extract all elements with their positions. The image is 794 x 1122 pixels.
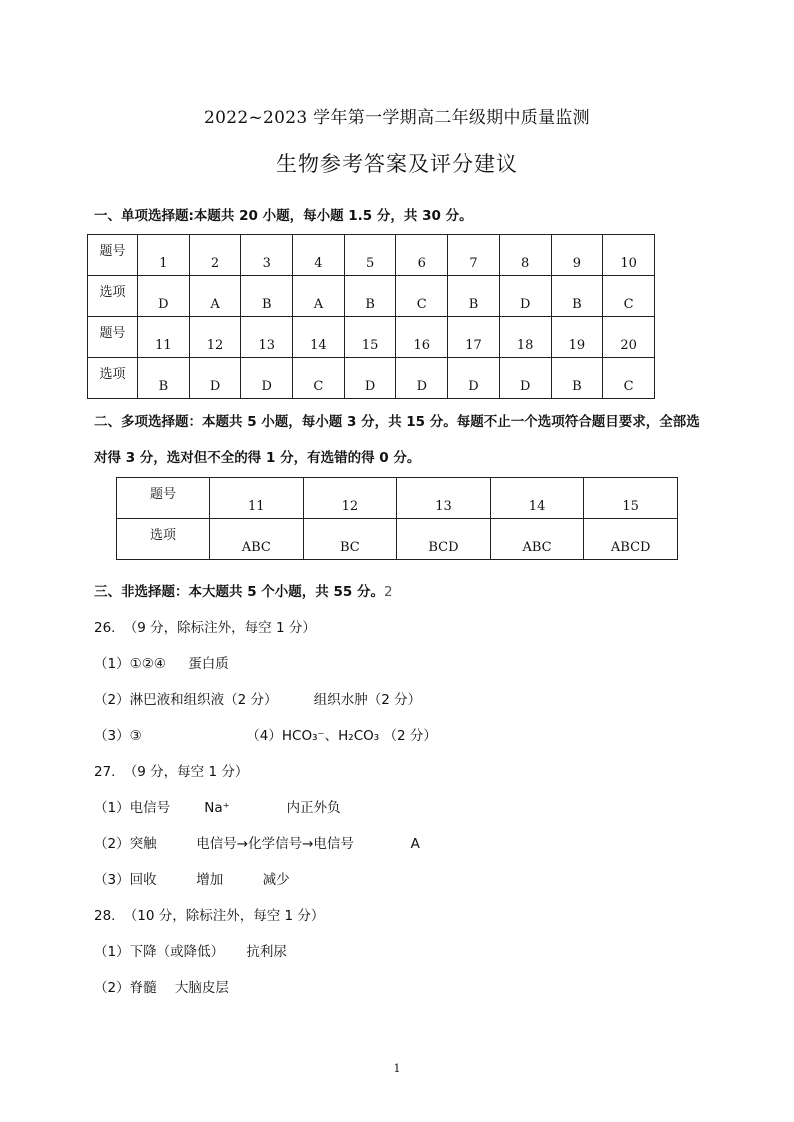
- answer-text: 减少: [262, 872, 290, 888]
- question-number-27: 27.: [94, 764, 116, 780]
- table-row: [117, 519, 678, 560]
- answer-cell: D: [499, 358, 551, 399]
- question-number: 14: [293, 317, 345, 358]
- answer-cell: C: [396, 276, 448, 317]
- question-number: 5: [344, 235, 396, 276]
- question-number: 2: [189, 235, 241, 276]
- answer-line: [94, 760, 248, 780]
- question-number: 15: [584, 478, 678, 519]
- answer-text: （3）回收: [94, 872, 157, 888]
- question-number: 18: [499, 317, 551, 358]
- answer-text: 组织水肿（2 分）: [313, 692, 422, 708]
- answer-cell: C: [603, 276, 655, 317]
- row-label-option: 选项: [88, 358, 138, 399]
- row-label-number: 题号: [88, 317, 138, 358]
- answer-cell: B: [138, 358, 190, 399]
- document-title: 生物参考答案及评分建议: [276, 152, 518, 176]
- section1-heading: 一、单项选择题:本题共 20 小题，每小题 1.5 分，共 30 分。: [94, 208, 473, 224]
- question-number: 12: [303, 478, 397, 519]
- answer-cell: D: [189, 358, 241, 399]
- section2-heading-line2: 对得 3 分，选对但不全的得 1 分，有选错的得 0 分。: [94, 450, 421, 466]
- answer-text: （3）③: [94, 728, 142, 744]
- answer-cell: D: [138, 276, 190, 317]
- answer-cell: A: [189, 276, 241, 317]
- answer-line: [94, 652, 229, 672]
- answer-cell: D: [344, 358, 396, 399]
- single-choice-answer-table: [87, 234, 655, 399]
- page-number: 1: [393, 1062, 401, 1075]
- answer-text: 内正外负: [286, 800, 341, 816]
- answer-cell: B: [448, 276, 500, 317]
- section2-heading-line1: 二、多项选择题：本题共 5 小题，每小题 3 分，共 15 分。每题不止一个选项符合题目要求，全部选: [94, 414, 700, 430]
- score-note: （10 分，除标注外，每空 1 分）: [123, 908, 325, 924]
- answer-text: 蛋白质: [188, 656, 229, 672]
- answer-text: A: [410, 836, 420, 852]
- table-row: [117, 478, 678, 519]
- answer-text: 大脑皮层: [174, 980, 229, 996]
- table-row: [88, 358, 655, 399]
- answer-cell: B: [551, 358, 603, 399]
- answer-text: 增加: [196, 872, 224, 888]
- question-number: 15: [344, 317, 396, 358]
- score-note: （9 分，每空 1 分）: [123, 764, 249, 780]
- multiple-choice-answer-table: [116, 477, 678, 560]
- answer-cell: ABCD: [584, 519, 678, 560]
- question-number: 17: [448, 317, 500, 358]
- row-label-number: 题号: [117, 478, 210, 519]
- section3-heading: [94, 580, 393, 600]
- row-label-option: 选项: [88, 276, 138, 317]
- answer-cell: D: [499, 276, 551, 317]
- answer-line: [94, 832, 420, 852]
- answer-text: （1）下降（或降低）: [94, 944, 225, 960]
- answer-line: [94, 688, 421, 708]
- answer-cell: ABC: [210, 519, 304, 560]
- section3-heading-text: 三、非选择题：本大题共 5 个小题，共 55 分。: [94, 584, 384, 600]
- answer-cell: BC: [303, 519, 397, 560]
- row-label-number: 题号: [88, 235, 138, 276]
- table-row: [88, 276, 655, 317]
- question-number: 19: [551, 317, 603, 358]
- table-row: [88, 317, 655, 358]
- question-number: 12: [189, 317, 241, 358]
- answer-line: [94, 796, 341, 816]
- question-number: 3: [241, 235, 293, 276]
- question-number: 8: [499, 235, 551, 276]
- answer-line: [94, 940, 287, 960]
- answer-cell: D: [241, 358, 293, 399]
- answer-line: [94, 904, 324, 924]
- question-number-28: 28.: [94, 908, 116, 924]
- question-number: 9: [551, 235, 603, 276]
- answer-text: （1）①②④: [94, 656, 166, 672]
- question-number: 10: [603, 235, 655, 276]
- answer-line: [94, 724, 437, 744]
- question-number: 16: [396, 317, 448, 358]
- answer-text: （2）脊髓: [94, 980, 157, 996]
- question-number: 11: [210, 478, 304, 519]
- answer-cell: C: [293, 358, 345, 399]
- score-note: （9 分，除标注外，每空 1 分）: [123, 620, 316, 636]
- answer-line: [94, 976, 229, 996]
- exam-title: 2022~2023 学年第一学期高二年级期中质量监测: [204, 108, 590, 128]
- answer-text: （2）突触: [94, 836, 157, 852]
- answer-cell: ABC: [490, 519, 584, 560]
- answer-cell: A: [293, 276, 345, 317]
- answer-text: 电信号→化学信号→电信号: [196, 836, 354, 852]
- question-number: 13: [397, 478, 491, 519]
- question-number: 6: [396, 235, 448, 276]
- answer-text: Na⁺: [204, 800, 230, 816]
- answer-cell: B: [241, 276, 293, 317]
- answer-text: 抗利尿: [246, 944, 287, 960]
- question-number-26: 26.: [94, 620, 116, 636]
- section3-heading-note: 2: [383, 584, 393, 600]
- answer-text: （2）淋巴液和组织液（2 分）: [94, 692, 278, 708]
- question-number: 1: [138, 235, 190, 276]
- table-row: [88, 235, 655, 276]
- question-number: 13: [241, 317, 293, 358]
- answer-text: （4）HCO₃⁻、H₂CO₃ （2 分）: [246, 728, 437, 744]
- question-number: 4: [293, 235, 345, 276]
- answer-cell: B: [344, 276, 396, 317]
- answer-line: [94, 616, 316, 636]
- answer-cell: D: [448, 358, 500, 399]
- answer-cell: C: [603, 358, 655, 399]
- question-number: 7: [448, 235, 500, 276]
- row-label-option: 选项: [117, 519, 210, 560]
- answer-text: （1）电信号: [94, 800, 171, 816]
- question-number: 14: [490, 478, 584, 519]
- question-number: 11: [138, 317, 190, 358]
- question-number: 20: [603, 317, 655, 358]
- answer-cell: B: [551, 276, 603, 317]
- answer-cell: BCD: [397, 519, 491, 560]
- answer-line: [94, 868, 290, 888]
- answer-cell: D: [396, 358, 448, 399]
